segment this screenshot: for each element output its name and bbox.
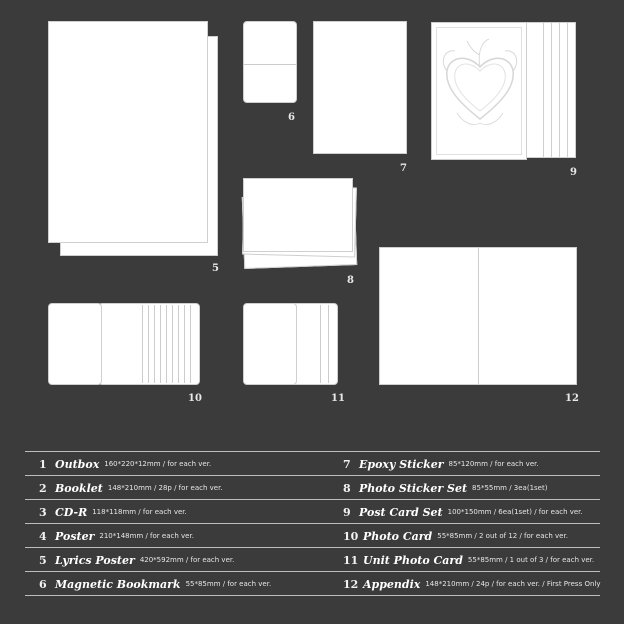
spec-detail: 85*55mm / 3ea(1set) (472, 484, 548, 492)
spec-number: 6 (39, 577, 47, 591)
spec-item-7 (343, 452, 539, 476)
photo-card-edge-6 (160, 305, 161, 383)
unit-photo-card-edge-1 (328, 305, 329, 383)
spec-item-2 (39, 476, 223, 500)
label-10: 10 (188, 393, 202, 404)
photo-card-front (48, 303, 102, 385)
spec-title: Lyrics Poster (55, 553, 135, 567)
spec-detail: 160*220*12mm / for each ver. (104, 460, 212, 468)
label-7: 7 (400, 163, 407, 174)
label-9: 9 (570, 167, 577, 178)
bookmark-fold (244, 64, 296, 65)
ornamental-heart-icon (437, 31, 523, 141)
spec-number: 4 (39, 529, 47, 543)
photo-sticker-1 (243, 178, 353, 252)
magnetic-bookmark (243, 21, 297, 103)
spec-title: Photo Card (363, 529, 433, 543)
spec-item-12 (343, 572, 600, 596)
spec-title: Magnetic Bookmark (55, 577, 181, 591)
photo-card-edge-7 (154, 305, 155, 383)
spec-number: 1 (39, 457, 47, 471)
lyrics-poster-front (48, 21, 208, 243)
label-5: 5 (212, 263, 219, 274)
spec-detail: 210*148mm / for each ver. (99, 532, 194, 540)
spec-detail: 148*210mm / 28p / for each ver. (107, 484, 223, 492)
spec-number: 10 (343, 529, 359, 543)
spec-item-11 (343, 548, 594, 572)
spec-number: 9 (343, 505, 351, 519)
spec-item-1 (39, 452, 211, 476)
epoxy-sticker (313, 21, 407, 154)
spec-number: 2 (39, 481, 47, 495)
spec-detail: 55*85mm / 2 out of 12 / for each ver. (437, 532, 568, 540)
spec-title: Booklet (55, 481, 103, 495)
label-11: 11 (331, 393, 345, 404)
spec-number: 12 (343, 577, 359, 591)
photo-card-edge-9 (142, 305, 143, 383)
unit-photo-card-stack (290, 303, 338, 385)
spec-number: 3 (39, 505, 47, 519)
spec-item-8 (343, 476, 547, 500)
spec-title: Post Card Set (359, 505, 443, 519)
spec-item-10 (343, 524, 568, 548)
spec-title: Appendix (363, 577, 421, 591)
spec-title: Unit Photo Card (363, 553, 463, 567)
spec-item-5 (39, 548, 234, 572)
photo-card-edge-1 (190, 305, 191, 383)
spec-detail: 55*85mm / for each ver. (185, 580, 272, 588)
appendix-spine (478, 248, 479, 384)
spec-item-3 (39, 500, 187, 524)
spec-detail: 420*592mm / for each ver. (139, 556, 235, 564)
spec-title: Photo Sticker Set (359, 481, 468, 495)
spec-detail: 148*210mm / 24p / for each ver. / First Press Only (425, 580, 601, 588)
spec-title: Outbox (55, 457, 100, 471)
spec-number: 7 (343, 457, 351, 471)
photo-card-edge-8 (148, 305, 149, 383)
spec-item-6 (39, 572, 271, 596)
spec-detail: 55*85mm / 1 out of 3 / for each ver. (467, 556, 595, 564)
spec-number: 8 (343, 481, 351, 495)
postcard-front (431, 22, 527, 160)
photo-card-edge-4 (172, 305, 173, 383)
spec-title: Epoxy Sticker (359, 457, 444, 471)
unit-photo-card-front (243, 303, 297, 385)
photo-card-edge-5 (166, 305, 167, 383)
spec-item-9 (343, 500, 583, 524)
label-12: 12 (565, 393, 579, 404)
label-8: 8 (347, 275, 354, 286)
spec-number: 5 (39, 553, 47, 567)
photo-card-edge-3 (178, 305, 179, 383)
spec-number: 11 (343, 553, 359, 567)
spec-title: Poster (55, 529, 95, 543)
unit-photo-card-edge-2 (320, 305, 321, 383)
label-6: 6 (288, 112, 295, 123)
spec-detail: 100*150mm / 6ea(1set) / for each ver. (447, 508, 583, 516)
spec-title: CD-R (55, 505, 88, 519)
spec-item-4 (39, 524, 194, 548)
spec-detail: 85*120mm / for each ver. (448, 460, 539, 468)
spec-detail: 118*118mm / for each ver. (92, 508, 187, 516)
photo-card-edge-2 (184, 305, 185, 383)
